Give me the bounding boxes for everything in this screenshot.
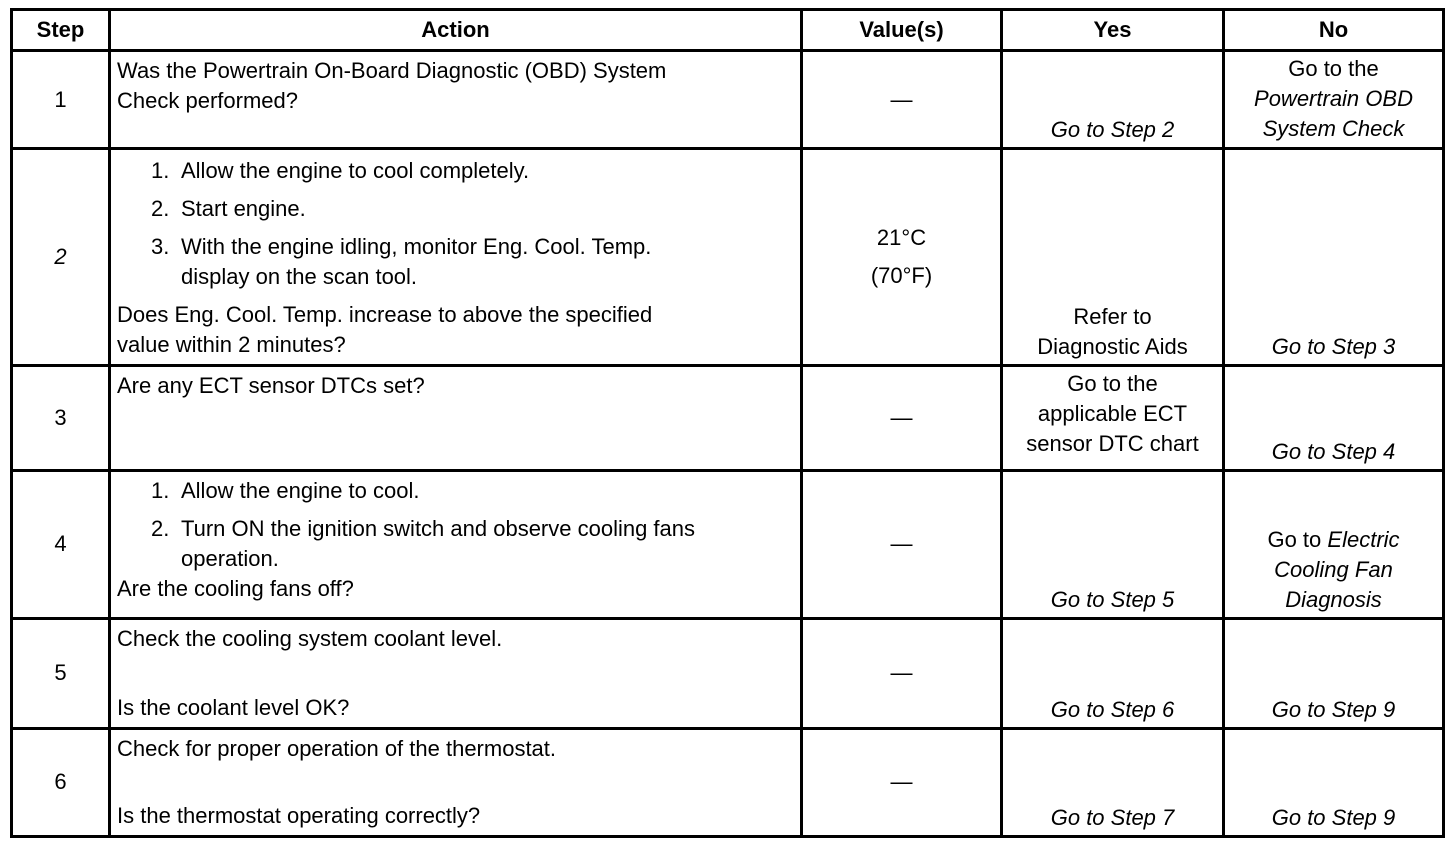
action-text: Check for proper operation of the thermostat. bbox=[117, 735, 557, 761]
action-cell bbox=[110, 470, 802, 618]
step-number: 6 bbox=[12, 728, 110, 836]
value-cell: — bbox=[802, 470, 1002, 618]
table-row bbox=[12, 470, 1444, 618]
yes-link[interactable]: Go to Step 6 bbox=[1050, 696, 1175, 722]
table-row bbox=[12, 149, 1444, 366]
yes-link[interactable]: Go to Step 2 bbox=[1050, 117, 1175, 143]
yes-text: applicable ECT bbox=[1037, 401, 1188, 427]
action-cell bbox=[110, 51, 802, 149]
action-list bbox=[117, 476, 794, 574]
action-list bbox=[117, 156, 794, 292]
no-cell bbox=[1224, 51, 1444, 149]
action-text: Check performed? bbox=[117, 88, 298, 113]
yes-cell bbox=[1002, 366, 1224, 470]
yes-cell bbox=[1002, 728, 1224, 836]
no-text: Go to Electric bbox=[1267, 526, 1400, 552]
list-item: 1. Allow the engine to cool completely. bbox=[151, 158, 530, 184]
no-cell bbox=[1224, 618, 1444, 728]
action-cell bbox=[110, 728, 802, 836]
header-step: Step bbox=[12, 10, 110, 51]
value-cell bbox=[802, 149, 1002, 366]
table-row bbox=[12, 366, 1444, 470]
no-link[interactable]: System Check bbox=[1262, 116, 1405, 141]
yes-cell bbox=[1002, 470, 1224, 618]
no-cell bbox=[1224, 149, 1444, 366]
question-text: Does Eng. Cool. Temp. increase to above the specified bbox=[117, 302, 653, 328]
yes-link[interactable]: Go to Step 5 bbox=[1050, 586, 1175, 612]
value-cell: — bbox=[802, 51, 1002, 149]
question-text: Are the cooling fans off? bbox=[117, 575, 354, 601]
header-row bbox=[12, 10, 1444, 51]
no-link[interactable]: Cooling Fan bbox=[1274, 556, 1393, 582]
header-action: Action bbox=[110, 10, 802, 51]
list-item: 2. Start engine. bbox=[151, 196, 306, 222]
yes-text: sensor DTC chart bbox=[1026, 431, 1199, 457]
header-yes: Yes bbox=[1002, 10, 1224, 51]
list-item: 1. Allow the engine to cool. bbox=[151, 477, 420, 503]
step-number: 2 bbox=[12, 149, 110, 366]
header-values: Value(s) bbox=[802, 10, 1002, 51]
table-row bbox=[12, 618, 1444, 728]
no-link[interactable]: Go to Step 4 bbox=[1271, 438, 1396, 464]
yes-text: Go to the bbox=[1067, 371, 1158, 397]
yes-text: Diagnostic Aids bbox=[1037, 334, 1188, 360]
step-number: 4 bbox=[12, 470, 110, 618]
step-number: 5 bbox=[12, 618, 110, 728]
value-cell: — bbox=[802, 618, 1002, 728]
no-link[interactable]: Diagnosis bbox=[1285, 586, 1382, 612]
no-text: Go to the bbox=[1288, 56, 1379, 81]
action-text: Was the Powertrain On-Board Diagnostic (OBD) System bbox=[117, 58, 667, 83]
yes-text: Refer to bbox=[1073, 304, 1152, 330]
action-cell bbox=[110, 618, 802, 728]
action-cell bbox=[110, 366, 802, 470]
value-cell: — bbox=[802, 366, 1002, 470]
yes-cell bbox=[1002, 618, 1224, 728]
yes-link[interactable]: Go to Step 7 bbox=[1050, 805, 1175, 830]
yes-cell bbox=[1002, 149, 1224, 366]
no-cell bbox=[1224, 728, 1444, 836]
no-link[interactable]: Go to Step 9 bbox=[1271, 805, 1396, 830]
table-row bbox=[12, 728, 1444, 836]
action-text: Check the cooling system coolant level. bbox=[117, 625, 503, 651]
no-link[interactable]: Go to Step 9 bbox=[1271, 696, 1396, 722]
no-link[interactable]: Electric bbox=[1327, 526, 1400, 552]
list-item: 2. Turn ON the ignition switch and observe cooling fans operation. bbox=[151, 515, 696, 571]
action-cell bbox=[110, 149, 802, 366]
no-cell bbox=[1224, 366, 1444, 470]
diagnostic-table bbox=[10, 8, 1445, 838]
question-text: Is the thermostat operating correctly? bbox=[117, 803, 481, 828]
no-cell bbox=[1224, 470, 1444, 618]
value-fahrenheit: (70°F) bbox=[870, 263, 933, 289]
step-number: 3 bbox=[12, 366, 110, 470]
yes-cell bbox=[1002, 51, 1224, 149]
header-no: No bbox=[1224, 10, 1444, 51]
value-cell: — bbox=[802, 728, 1002, 836]
no-link[interactable]: Go to Step 3 bbox=[1271, 334, 1396, 360]
action-text: Are any ECT sensor DTCs set? bbox=[117, 373, 425, 399]
question-text: Is the coolant level OK? bbox=[117, 694, 350, 720]
no-link[interactable]: Powertrain OBD bbox=[1254, 86, 1413, 111]
step-number: 1 bbox=[12, 51, 110, 149]
value-celsius: 21°C bbox=[876, 225, 927, 251]
list-item: 3. With the engine idling, monitor Eng. Cool. Temp. display on the scan tool. bbox=[151, 234, 652, 290]
table-row bbox=[12, 51, 1444, 149]
question-text: value within 2 minutes? bbox=[117, 332, 346, 358]
